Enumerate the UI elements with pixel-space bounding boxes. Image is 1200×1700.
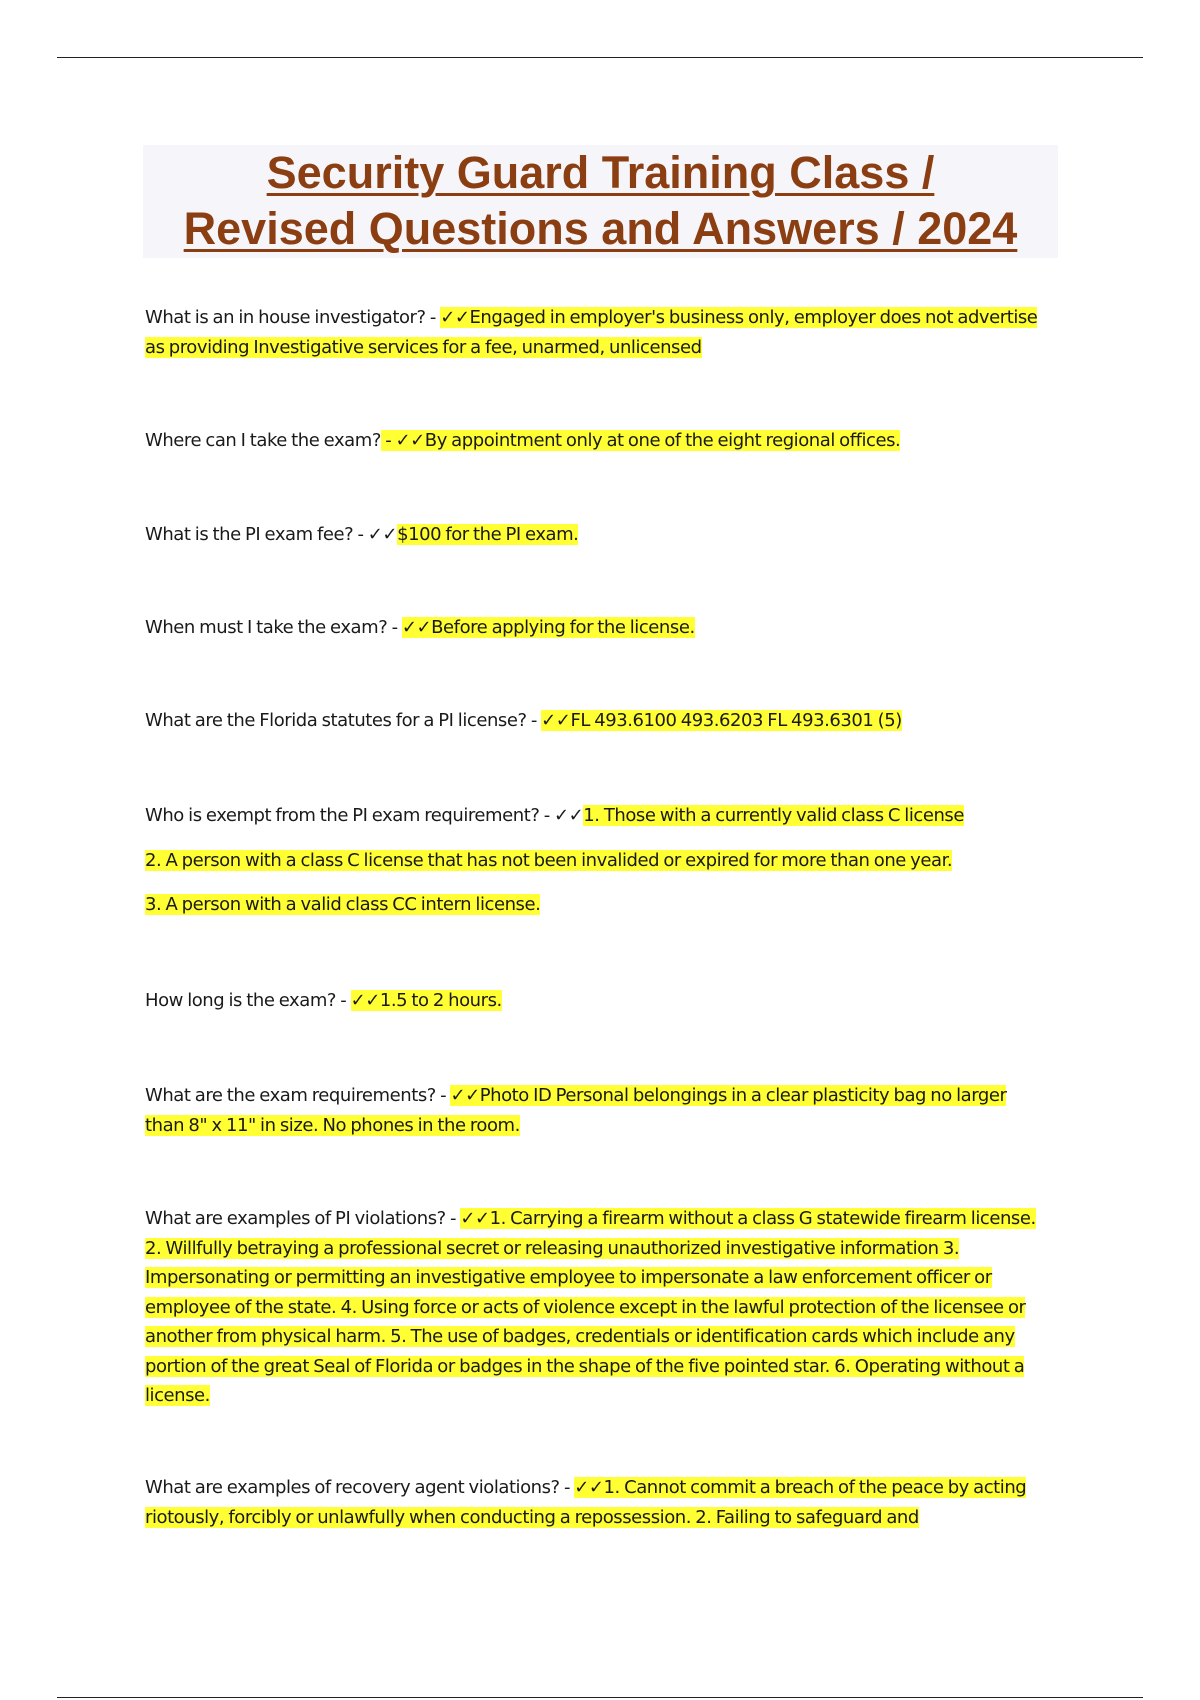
answer-highlight [541, 710, 902, 731]
double-check-icon: ✓✓ [350, 990, 380, 1011]
qa-item [145, 426, 1045, 456]
separator: - [425, 307, 441, 328]
answer-highlight [351, 990, 502, 1011]
question-text: What is an in house investigator? [145, 307, 426, 328]
qa-item [145, 613, 1045, 643]
answer-highlight: 1. Those with a currently valid class C license [583, 805, 964, 826]
question-text: What are the exam requirements? [145, 1085, 436, 1106]
qa-item [145, 1081, 1045, 1140]
separator: - [526, 710, 542, 731]
question-text: Where can I take the exam? [145, 430, 381, 451]
double-check-icon: ✓✓ [460, 1208, 490, 1229]
answer-text: $100 for the PI exam. [397, 524, 579, 545]
question-text: How long is the exam? [145, 990, 337, 1011]
qa-item [145, 303, 1045, 362]
question-text: Who is exempt from the PI exam requirement? [145, 805, 540, 826]
answer-text: Engaged in employer's business only, employer does not advertise as providing Investigative services for a fee, unarmed, unlicensed [145, 307, 1038, 358]
separator: - [559, 1477, 575, 1498]
double-check-icon: ✓✓ [367, 524, 398, 545]
answer-text: 1. Carrying a firearm without a class G statewide firearm license. 2. Willfully betraying a professional secret or releasing unauthorized investigative information 3. Impersonating or permitting an investigative employee to impersonate a law enforcement officer or employee of the state. 4. Using force or acts of violence except in the lawful protection of the licensee or another from physical harm. 5. The use of badges, credentials or identification cards which include any portion of the great Seal of Florida or badges in the shape of the five pointed star. 6. Operating without a license. [145, 1208, 1036, 1406]
qa-item [145, 986, 1045, 1016]
double-check-icon: ✓✓ [395, 430, 425, 451]
answer-highlight [381, 430, 900, 451]
double-check-icon: ✓✓ [574, 1477, 604, 1498]
question-text: What are examples of PI violations? [145, 1208, 446, 1229]
answer-text: Photo ID Personal belongings in a clear plasticity bag no larger than 8" x 11" in size. No phones in the room. [145, 1085, 1007, 1136]
answer-line [145, 846, 1045, 876]
answer-text: FL 493.6100 493.6203 FL 493.6301 (5) [570, 710, 902, 731]
qa-item [145, 520, 1045, 550]
double-check-icon: ✓✓ [554, 805, 584, 826]
answer-highlight: 3. A person with a valid class CC intern license. [145, 894, 541, 915]
separator: - [387, 617, 402, 638]
answer-highlight: 2. A person with a class C license that has not been invalided or expired for more than one year. [145, 849, 953, 871]
answer-highlight [145, 1208, 1036, 1406]
question-text: What is the PI exam fee? [145, 524, 354, 545]
double-check-icon: ✓✓ [450, 1085, 480, 1106]
question-text: What are the Florida statutes for a PI license? [145, 710, 527, 731]
bottom-rule [57, 1697, 1143, 1698]
answer-line [145, 801, 1045, 831]
qa-item [145, 706, 1045, 736]
answer-line [145, 890, 1045, 920]
top-rule [57, 57, 1143, 58]
answer-text: 1.5 to 2 hours. [379, 990, 502, 1011]
qa-item [145, 1473, 1045, 1532]
answer-text: 1. Cannot commit a breach of the peace by acting riotously, forcibly or unlawfully when conducting a repossession. 2. Failing to safeguard and [145, 1477, 1027, 1528]
title-line-2: Revised Questions and Answers / 2024 [183, 203, 1018, 254]
question-text: What are examples of recovery agent violations? [145, 1477, 560, 1498]
double-check-icon: ✓✓ [541, 710, 571, 731]
answer-highlight [402, 617, 695, 638]
double-check-icon: ✓✓ [401, 617, 432, 638]
separator: - [380, 430, 396, 451]
question-text: When must I take the exam? [145, 617, 388, 638]
separator: - [353, 524, 368, 545]
separator: - [336, 990, 351, 1011]
qa-item [145, 1204, 1045, 1411]
double-check-icon: ✓✓ [440, 307, 470, 328]
qa-item [145, 801, 1045, 920]
separator: - [539, 805, 555, 826]
answer-highlight [397, 524, 578, 545]
title-line-1: Security Guard Training Class / [266, 147, 935, 198]
answer-text: Before applying for the license. [431, 617, 695, 638]
document-title [143, 145, 1058, 258]
separator: - [435, 1085, 451, 1106]
separator: - [445, 1208, 461, 1229]
answer-text: By appointment only at one of the eight regional offices. [424, 430, 901, 451]
